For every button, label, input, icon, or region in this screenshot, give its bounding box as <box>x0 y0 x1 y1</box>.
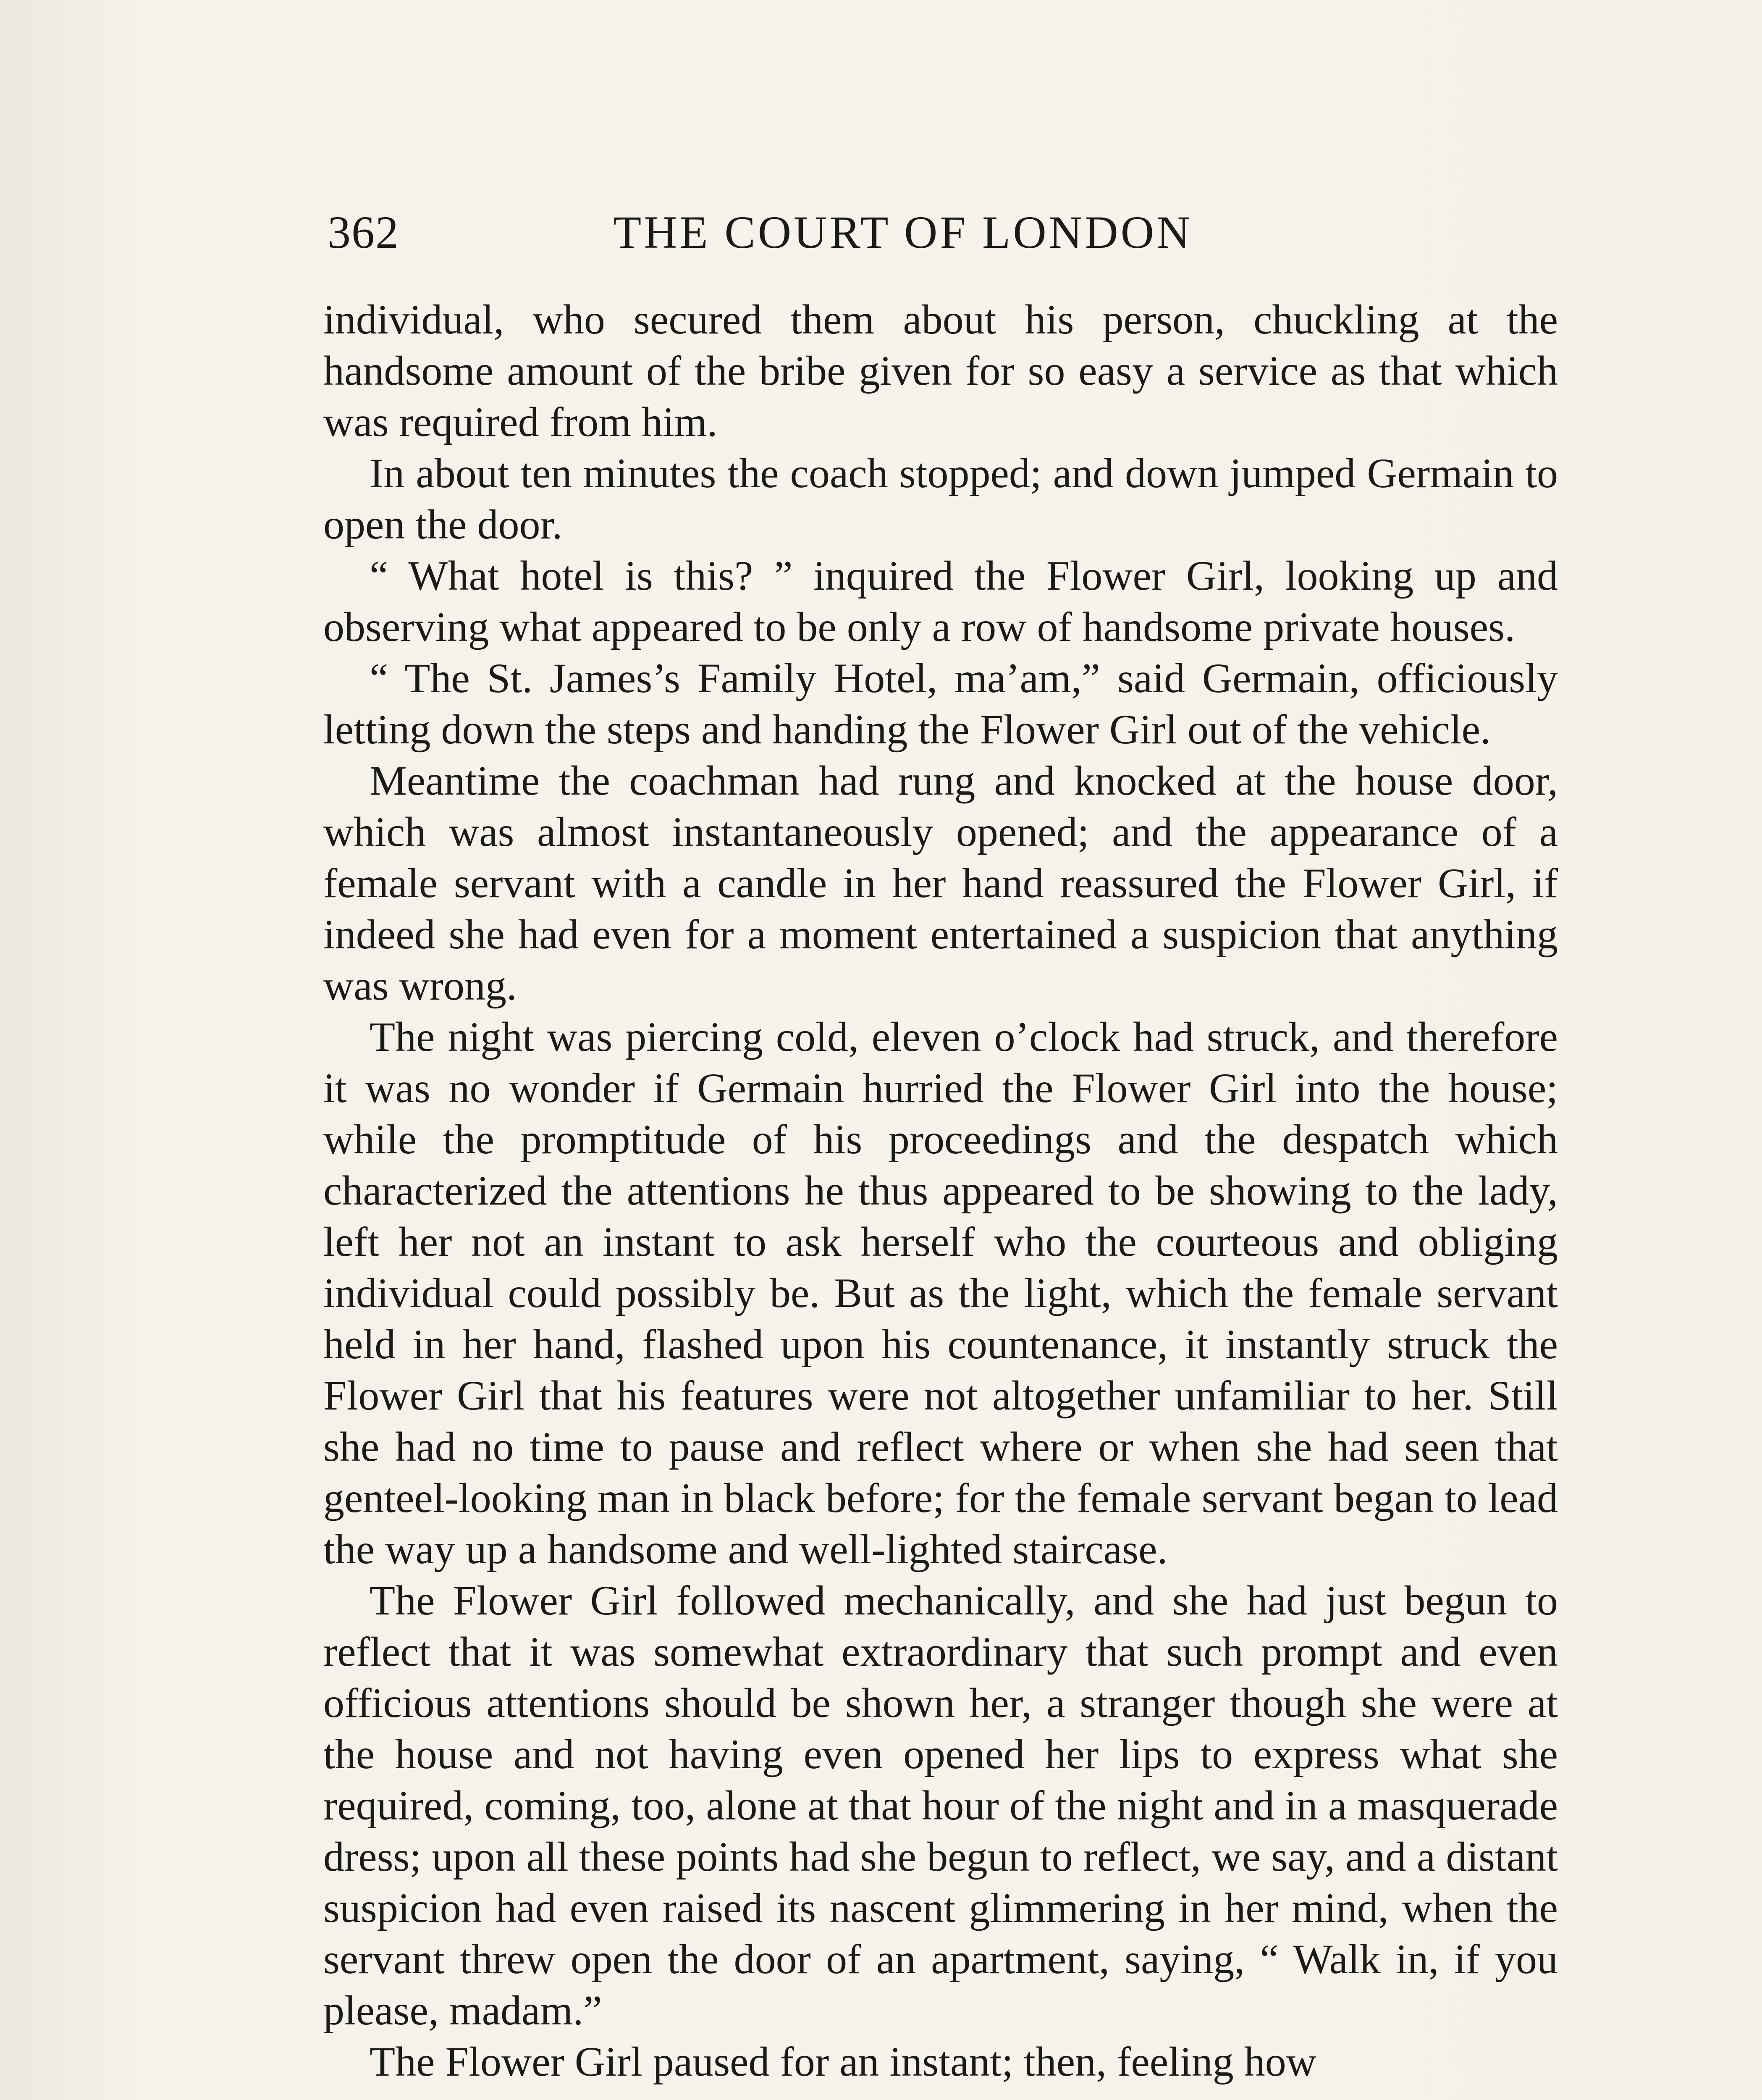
paragraph: In about ten minutes the coach stopped; and down jumped Germain to open the door. <box>323 450 1558 548</box>
paragraph: The Flower Girl followed mechanically, and she had just begun to reflect that it was somewhat extraordinary that such prompt and even officious attentions should be shown her, a stranger though she were at the house and not having even opened her lips to express what she required, coming, too, alone at that hour of the night and in a masquerade dress; upon all these points had she begun to reflect, we say, and a distant suspicion had even raised its nascent glimmering in her mind, when the servant threw open the door of an apartment, saying, “ Walk in, if you please, madam.” <box>323 1577 1558 2034</box>
paragraph-last: The Flower Girl paused for an instant; then, feeling how <box>370 2038 1316 2085</box>
page-header <box>328 206 1554 269</box>
page-number: 362 <box>328 207 399 258</box>
running-title: THE COURT OF LONDON <box>613 207 1193 258</box>
paragraph-continuation: individual, who secured them about his person, chuckling at the handsome amount of the bribe given for so easy a service as that which was required from him. <box>323 296 1558 445</box>
paragraph: Meantime the coachman had rung and knocked at the house door, which was almost instantaneously opened; and the appearance of a female servant with a candle in her hand reassured the Flower Girl, if indeed she had even for a moment entertained a suspicion that anything was wrong. <box>323 757 1558 1009</box>
body-text <box>323 294 1558 2087</box>
paragraph: “ What hotel is this? ” inquired the Flower Girl, looking up and observing what appeared to be only a row of handsome private houses. <box>323 552 1558 650</box>
paragraph: The night was piercing cold, eleven o’clock had struck, and therefore it was no wonder if Germain hurried the Flower Girl into the house; while the promptitude of his proceedings and the despatch which characterized the attentions he thus appeared to be showing to the lady, left her not an instant to ask herself who the courteous and obliging individual could possibly be. But as the light, which the female servant held in her hand, flashed upon his countenance, it instantly struck the Flower Girl that his features were not altogether unfamiliar to her. Still she had no time to pause and reflect where or when she had seen that genteel-looking man in black before; for the female servant began to lead the way up a handsome and well-lighted staircase. <box>323 1013 1558 1572</box>
paragraph: “ The St. James’s Family Hotel, ma’am,” said Germain, officiously letting down the steps and handing the Flower Girl out of the vehicle. <box>323 655 1558 753</box>
